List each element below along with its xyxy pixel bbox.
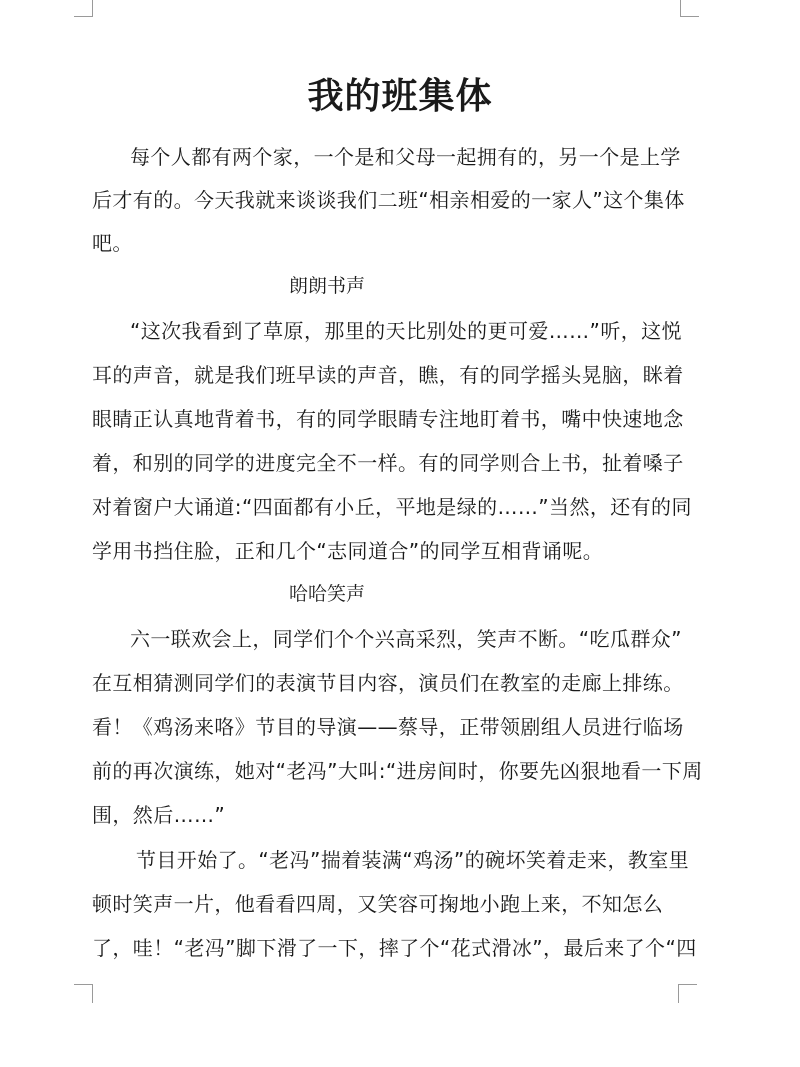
paragraph-line: 对着窗户大诵道:“四面都有小丘，平地是绿的……”当然，还有的同 [92, 495, 692, 519]
paragraph-line: 前的再次演练，她对“老冯”大叫:“进房间时，你要先凶狠地看一下周 [92, 759, 703, 783]
paragraph-line: 学用书挡住脸，正和几个“志同道合”的同学互相背诵呢。 [92, 539, 604, 563]
paragraph-line: 眼睛正认真地背着书，有的同学眼睛专注地盯着书，嘴中快速地念 [92, 407, 684, 431]
paragraph-line: 看！《鸡汤来咯》节目的导演——蔡导，正带领剧组人员进行临场 [92, 715, 684, 739]
section-heading-laughter: 哈哈笑声 [289, 583, 366, 605]
section-heading-reading: 朗朗书声 [289, 275, 366, 297]
crop-mark-bottom-right [678, 984, 697, 1003]
crop-mark-top-left [74, 0, 93, 17]
paragraph-line: 耳的声音，就是我们班早读的声音，瞧，有的同学摇头晃脑，眯着 [92, 363, 684, 387]
crop-mark-bottom-left [74, 984, 93, 1003]
paragraph-line: 六一联欢会上，同学们个个兴高采烈，笑声不断。“吃瓜群众” [130, 627, 682, 651]
paragraph-line: 着，和别的同学的进度完全不一样。有的同学则合上书，扯着嗓子 [92, 451, 684, 475]
paragraph-line: 了，哇！“老冯”脚下滑了一下，摔了个“花式滑冰”，最后来了个“四 [92, 936, 697, 960]
paragraph-line: 节目开始了。“老冯”揣着装满“鸡汤”的碗坏笑着走来，教室里 [136, 848, 690, 872]
document-title: 我的班集体 [307, 76, 493, 117]
intro-line: 吧。 [92, 231, 133, 255]
crop-mark-top-right [680, 0, 699, 17]
paragraph-line: 顿时笑声一片，他看看四周，又笑容可掬地小跑上来，不知怎么 [92, 892, 664, 916]
intro-line: 每个人都有两个家，一个是和父母一起拥有的，另一个是上学 [130, 145, 681, 169]
paragraph-line: 围，然后……” [92, 803, 226, 827]
paragraph-line: “这次我看到了草原，那里的天比别处的更可爱……”听，这悦 [130, 319, 682, 343]
intro-line: 后才有的。今天我就来谈谈我们二班“相亲相爱的一家人”这个集体 [92, 188, 685, 212]
paragraph-line: 在互相猜测同学们的表演节目内容，演员们在教室的走廊上排练。 [92, 671, 684, 695]
